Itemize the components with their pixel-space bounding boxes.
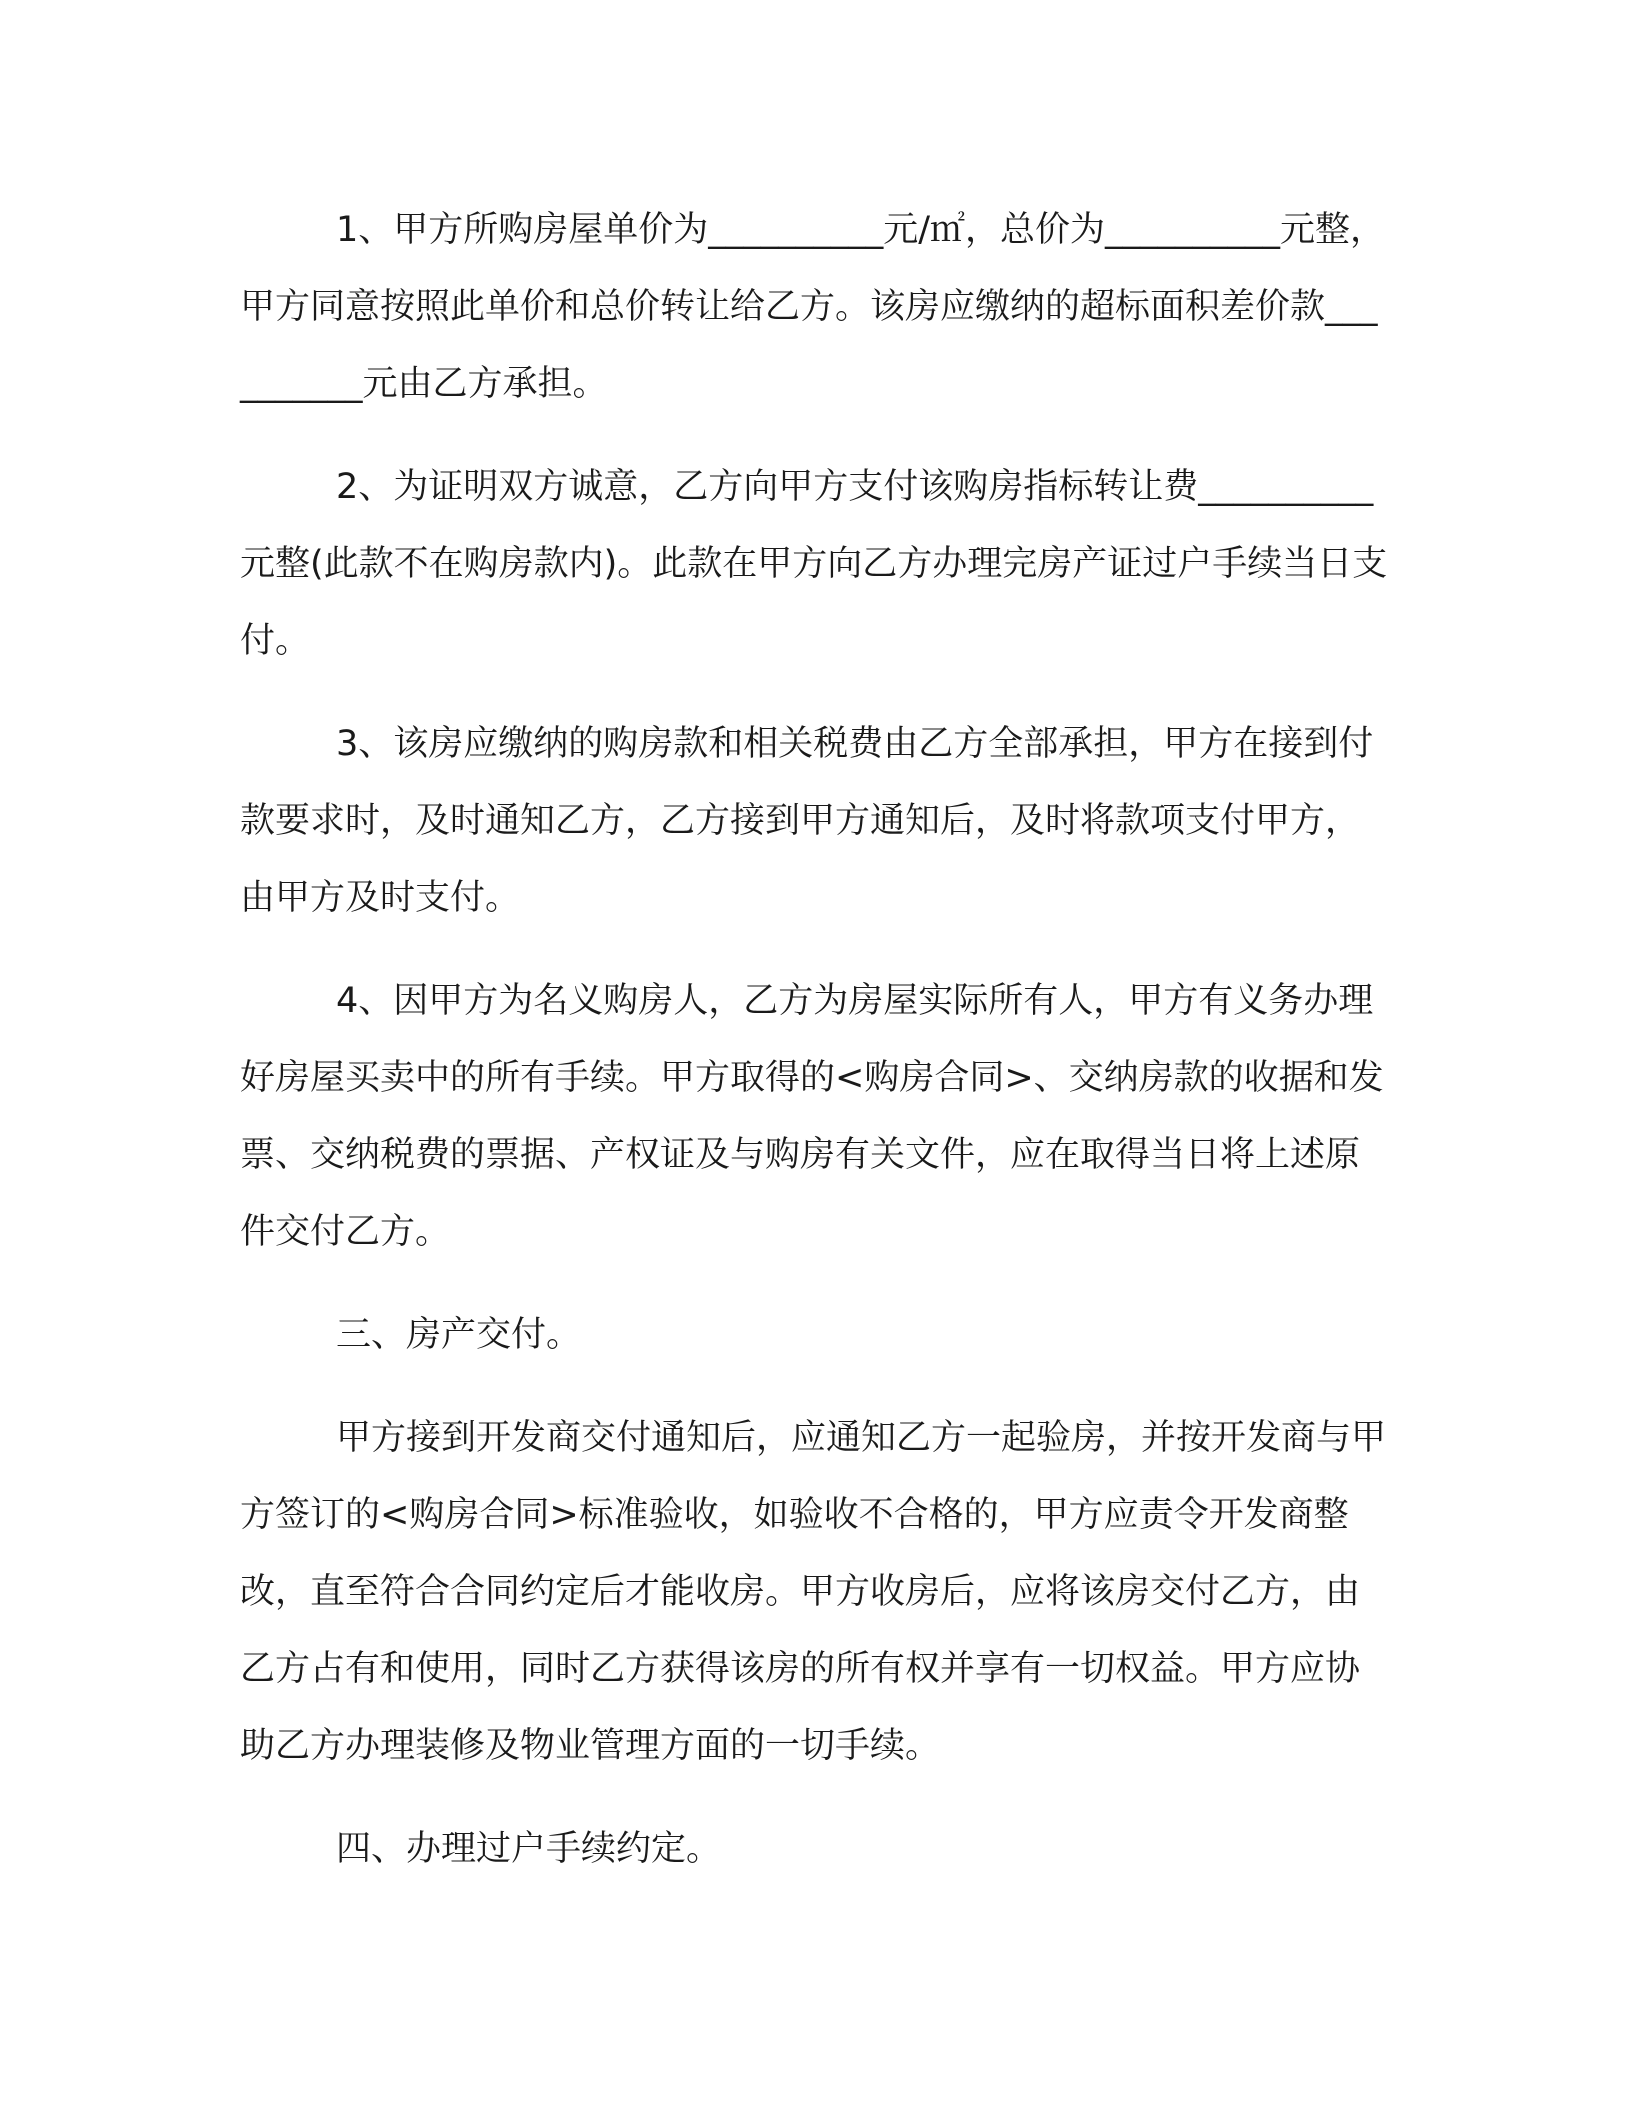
section-heading-delivery: 三、房产交付。: [336, 1315, 582, 1355]
clause-4-obligations: 4、因甲方为名义购房人，乙方为房屋实际所有人，甲方有义务办理好房屋买卖中的所有手续。甲方取得的<购房合同>、交纳房款的收据和发票、交纳税费的票据、产权证及与购房有关文件，应在取得当日将上述原件交付乙方。: [240, 981, 1384, 1252]
clause-2-transfer-fee: 2、为证明双方诚意，乙方向甲方支付该购房指标转让费__________元整(此款不在购房款内)。此款在甲方向乙方办理完房产证过户手续当日支付。: [240, 467, 1388, 661]
clause-3-payment: 3、该房应缴纳的购房款和相关税费由乙方全部承担，甲方在接到付款要求时，及时通知乙方，乙方接到甲方通知后，及时将款项支付甲方，由甲方及时支付。: [240, 724, 1374, 918]
delivery-paragraph: 甲方接到开发商交付通知后，应通知乙方一起验房，并按开发商与甲方签订的<购房合同>标准验收，如验收不合格的，甲方应责令开发商整改，直至符合合同约定后才能收房。甲方收房后，应将该房交付乙方，由乙方占有和使用，同时乙方获得该房的所有权并享有一切权益。甲方应协助乙方办理装修及物业管理方面的一切手续。: [240, 1418, 1387, 1766]
section-heading-transfer: 四、办理过户手续约定。: [336, 1829, 722, 1869]
document-body: [240, 192, 1392, 1914]
clause-1-price: 1、甲方所购房屋单价为__________元/㎡，总价为__________元整，甲方同意按照此单价和总价转让给乙方。该房应缴纳的超标面积差价款__________元由乙方承担。: [240, 210, 1386, 404]
